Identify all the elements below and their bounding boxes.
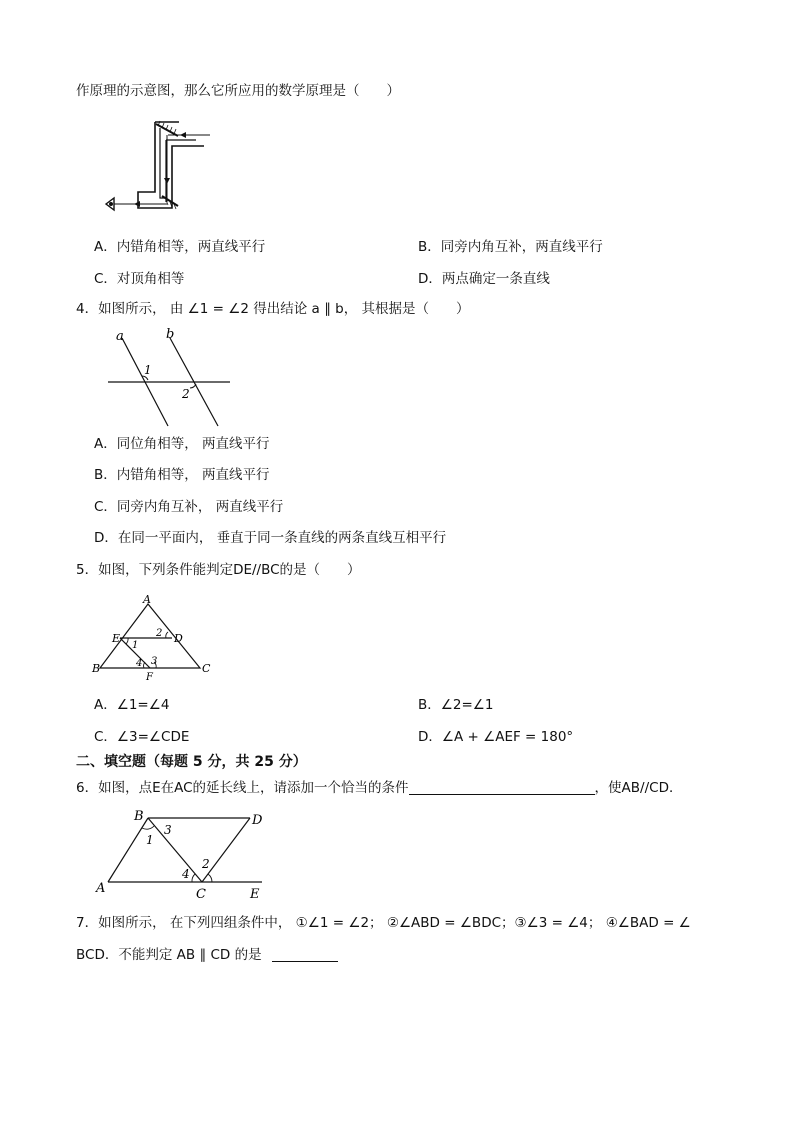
angle-2-label: 2 (156, 628, 163, 639)
q4-option-c[interactable]: C．同旁内角互补， 两直线平行 (94, 499, 284, 515)
q3-option-d[interactable]: D．两点确定一条直线 (418, 271, 550, 287)
point-d-label: D (174, 632, 183, 645)
point-a-label: A (96, 881, 106, 896)
q4-option-a[interactable]: A．同位角相等， 两直线平行 (94, 436, 270, 452)
q5-option-c[interactable]: C．∠3=∠CDE (94, 729, 190, 745)
q3-stem: 作原理的示意图，那么它所应用的数学原理是（ ） (76, 83, 400, 99)
point-f-label: F (146, 672, 153, 683)
angle-1-label: 1 (144, 363, 152, 377)
angle-1-label: 1 (146, 833, 154, 847)
q3-option-b[interactable]: B．同旁内角互补，两直线平行 (418, 239, 603, 255)
angle-2-label: 2 (202, 857, 210, 871)
q4-parallel-lines-figure (100, 326, 240, 436)
q7-stem-line1: 7．如图所示， 在下列四组条件中， ①∠1 = ∠2； ②∠ABD = ∠BDC；③∠3 = ∠4； ④∠BAD = ∠ (76, 915, 691, 931)
line-b-label: b (166, 327, 175, 342)
q7-stem-line2 (76, 946, 338, 964)
angle-4-label: 4 (182, 867, 190, 881)
q7-answer-blank[interactable] (272, 947, 338, 962)
q5-option-b[interactable]: B．∠2=∠1 (418, 697, 494, 713)
q6-stem-suffix: ，使AB//CD． (594, 780, 683, 796)
line-a-label: a (116, 329, 124, 344)
angle-1-label: 1 (132, 640, 139, 651)
q5-option-d[interactable]: D．∠A + ∠AEF = 180° (418, 729, 574, 745)
section-heading: 二、填空题（每题 5 分，共 25 分） (76, 754, 307, 770)
q6-parallelogram-figure (92, 810, 272, 902)
q7-stem-text: BCD．不能判定 AB ∥ CD 的是 (76, 947, 262, 963)
angle-3-label: 3 (151, 656, 158, 667)
point-b-label: B (134, 809, 144, 824)
q4-stem: 4．如图所示， 由 ∠1 = ∠2 得出结论 a ∥ b， 其根据是（ ） (76, 301, 470, 317)
point-a-label: A (143, 593, 151, 606)
q4-option-b[interactable]: B．内错角相等， 两直线平行 (94, 467, 270, 483)
q5-stem: 5．如图，下列条件能判定DE//BC的是（ ） (76, 562, 361, 578)
point-d-label: D (252, 813, 263, 828)
q5-triangle-figure (90, 594, 220, 684)
q3-periscope-figure (100, 118, 220, 218)
q6-stem (76, 779, 682, 797)
q3-option-a[interactable]: A．内错角相等，两直线平行 (94, 239, 266, 255)
q6-stem-prefix: 6．如图，点E在AC的延长线上，请添加一个恰当的条件 (76, 780, 409, 796)
q6-answer-blank[interactable] (409, 780, 595, 795)
angle-4-label: 4 (136, 658, 143, 669)
q3-option-c[interactable]: C．对顶角相等 (94, 271, 185, 287)
angle-3-label: 3 (164, 823, 172, 837)
q4-option-d[interactable]: D．在同一平面内， 垂直于同一条直线的两条直线互相平行 (94, 530, 447, 546)
point-b-label: B (92, 662, 101, 675)
q5-option-a[interactable]: A．∠1=∠4 (94, 697, 170, 713)
point-e-label: E (250, 887, 260, 902)
angle-2-label: 2 (182, 387, 190, 401)
point-c-label: C (202, 662, 211, 675)
point-e-label: E (112, 632, 121, 645)
point-c-label: C (196, 887, 206, 902)
